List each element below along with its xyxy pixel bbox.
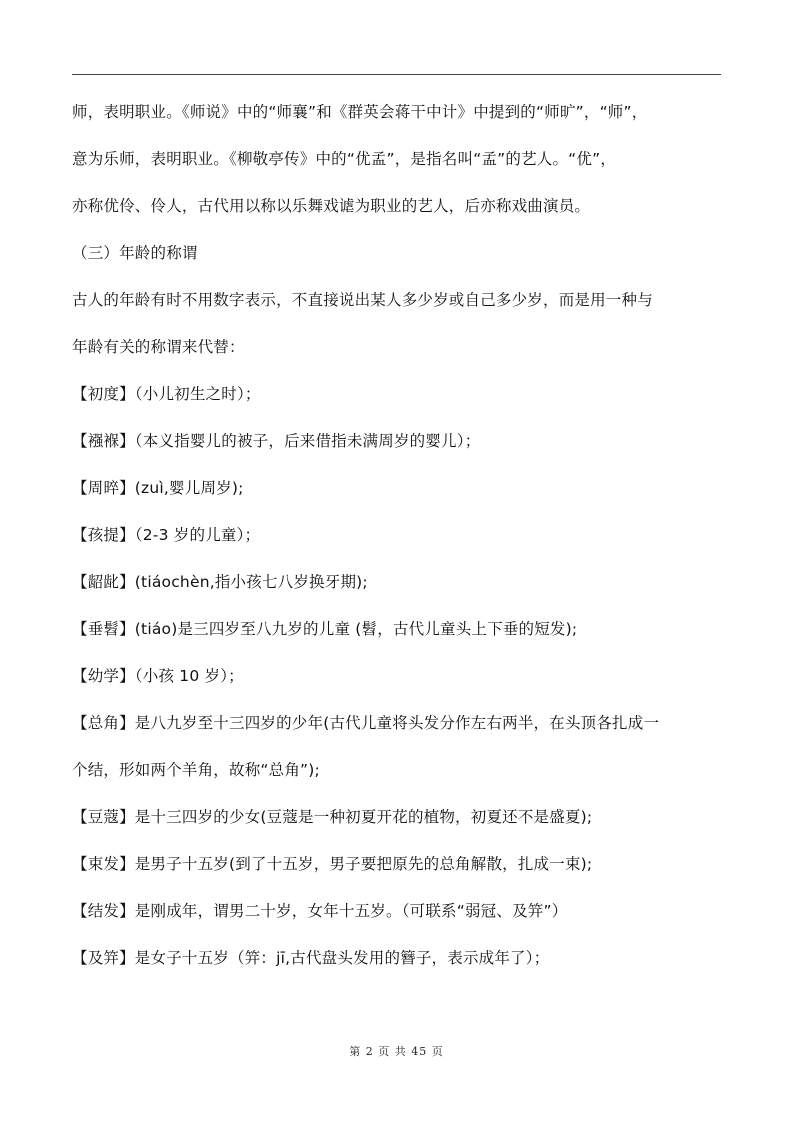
term-entry: 【束发】是男子十五岁(到了十五岁，男子要把原先的总角解散，扎成一束); — [72, 855, 593, 873]
page-number: 第 2 页 共 45 页 — [349, 1045, 444, 1058]
term-entry: 【初度】（小儿初生之时）； — [72, 385, 261, 403]
text-line: 古人的年龄有时不用数字表示，不直接说出某人多少岁或自己多少岁，而是用一种与 — [72, 291, 653, 309]
term-entry: 【豆蔻】是十三四岁的少女(豆蔻是一种初夏开花的植物，初夏还不是盛夏); — [72, 808, 593, 826]
header-rule — [72, 74, 721, 75]
text-line: 个结，形如两个羊角，故称“总角”); — [72, 761, 320, 779]
term-entry: 【周晬】(zuì,婴儿周岁); — [72, 479, 244, 497]
term-entry: 【总角】是八九岁至十三四岁的少年(古代儿童将头发分作左右两半，在头顶各扎成一 — [72, 714, 660, 732]
document-body — [72, 98, 724, 991]
term-entry: 【幼学】（小孩 10 岁）； — [72, 667, 244, 685]
text-line: 年龄有关的称谓来代替： — [72, 338, 245, 356]
term-entry: 【龆龀】(tiáochèn,指小孩七八岁换牙期); — [72, 573, 368, 591]
term-entry: 【孩提】（2-3 岁的儿童）； — [72, 526, 261, 544]
term-entry: 【垂髫】(tiáo)是三四岁至八九岁的儿童 (髫，古代儿童头上下垂的短发); — [72, 620, 578, 638]
term-entry: 【及笄】是女子十五岁（笄：jī,古代盘头发用的簪子，表示成年了）； — [72, 949, 550, 967]
term-entry: 【结发】是刚成年，谓男二十岁，女年十五岁。（可联系“弱冠、及笄”） — [72, 902, 568, 920]
text-line: 亦称优伶、伶人，古代用以称以乐舞戏谑为职业的艺人，后亦称戏曲演员。 — [72, 197, 591, 215]
section-heading: （三）年龄的称谓 — [72, 244, 198, 262]
term-entry: 【襁褓】（本义指婴儿的被子，后来借指未满周岁的婴儿）； — [72, 432, 481, 450]
text-line: 师，表明职业。《师说》中的“师襄”和《群英会蒋干中计》中提到的“师旷”，“师”， — [72, 103, 648, 121]
text-line: 意为乐师，表明职业。《柳敬亭传》中的“优孟”，是指名叫“孟”的艺人。“优”， — [72, 150, 617, 168]
